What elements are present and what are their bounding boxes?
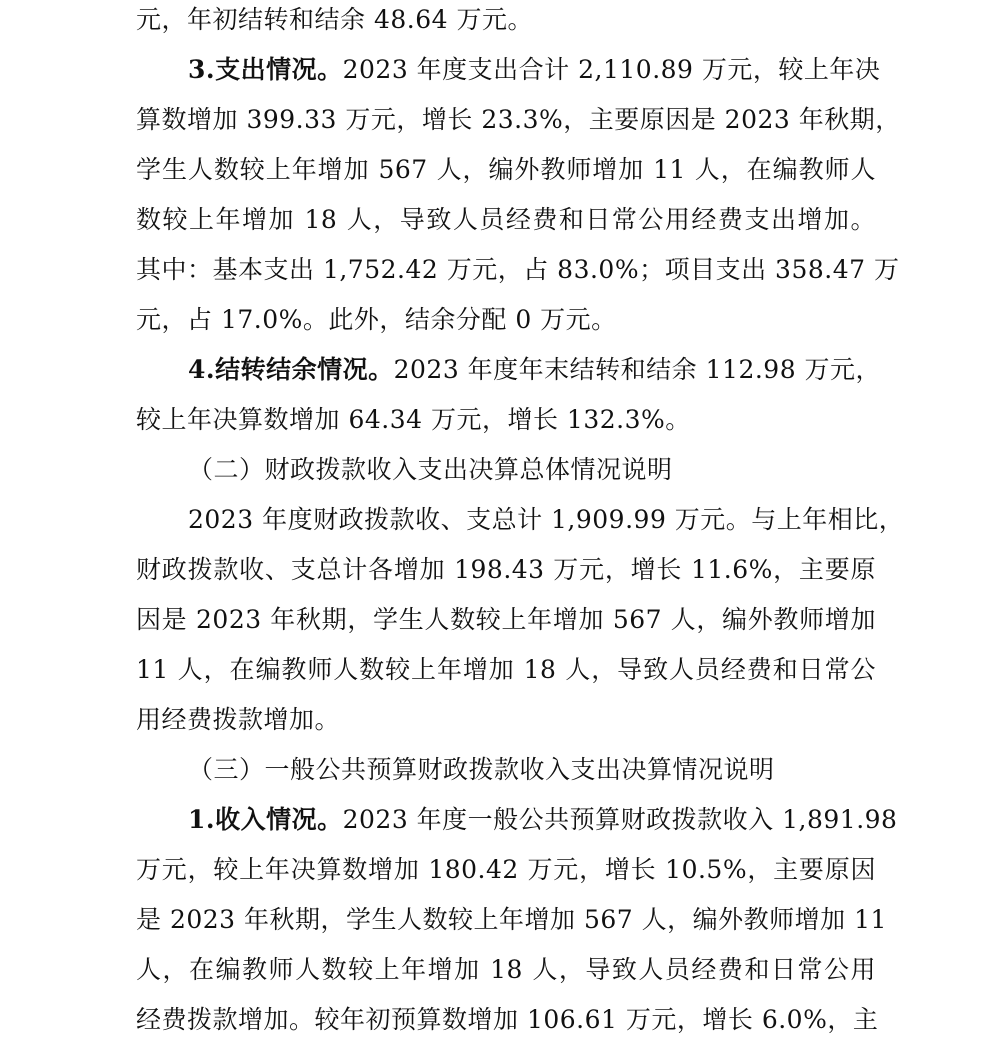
- text-line-19: 是 2023 年秋期，学生人数较上年增加 567 人，编外教师增加 11: [136, 905, 887, 934]
- text-line-18: 万元，较上年决算数增加 180.42 万元，增长 10.5%，主要原因: [136, 855, 876, 884]
- text-line-17: 2023 年度一般公共预算财政拨款收入 1,891.98: [342, 805, 898, 834]
- text-line-8: 2023 年度年末结转和结余 112.98 万元，: [393, 355, 882, 384]
- paragraph-expenditure: [188, 50, 881, 100]
- text-line-1: 元，年初结转和结余 48.64 万元。: [136, 5, 533, 34]
- text-line-20: 人，在编教师人数较上年增加 18 人，导致人员经费和日常公用: [136, 955, 876, 984]
- text-line-5: 数较上年增加 18 人，导致人员经费和日常公用经费支出增加。: [136, 205, 876, 234]
- text-line-7: 元，占 17.0%。此外，结余分配 0 万元。: [136, 305, 617, 334]
- text-line-15: 用经费拨款增加。: [136, 705, 341, 734]
- heading-carryover: 4.结转结余情况。: [188, 355, 394, 384]
- text-line-12: 财政拨款收、支总计各增加 198.43 万元，增长 11.6%，主要原: [136, 555, 876, 584]
- paragraph-income: [188, 800, 898, 850]
- paragraph-carryover: [188, 350, 882, 400]
- text-line-6: 其中：基本支出 1,752.42 万元，占 83.0%；项目支出 358.47 万: [136, 255, 900, 284]
- heading-expenditure: 3.支出情况。: [188, 55, 343, 84]
- text-line-3: 算数增加 399.33 万元，增长 23.3%，主要原因是 2023 年秋期，: [136, 105, 901, 134]
- text-line-11: 2023 年度财政拨款收、支总计 1,909.99 万元。与上年相比，: [188, 505, 905, 534]
- text-line-4: 学生人数较上年增加 567 人，编外教师增加 11 人，在编教师人: [136, 155, 876, 184]
- text-line-2: 2023 年度支出合计 2,110.89 万元，较上年决: [342, 55, 881, 84]
- text-line-9: 较上年决算数增加 64.34 万元，增长 132.3%。: [136, 405, 691, 434]
- text-line-21: 经费拨款增加。较年初预算数增加 106.61 万元，增长 6.0%，主: [136, 1005, 879, 1034]
- section-heading-2: （二）财政拨款收入支出决算总体情况说明: [188, 455, 673, 484]
- section-heading-3: （三）一般公共预算财政拨款收入支出决算情况说明: [188, 755, 775, 784]
- text-line-14: 11 人，在编教师人数较上年增加 18 人，导致人员经费和日常公: [136, 655, 876, 684]
- heading-income: 1.收入情况。: [188, 805, 343, 834]
- text-line-13: 因是 2023 年秋期，学生人数较上年增加 567 人，编外教师增加: [136, 605, 876, 634]
